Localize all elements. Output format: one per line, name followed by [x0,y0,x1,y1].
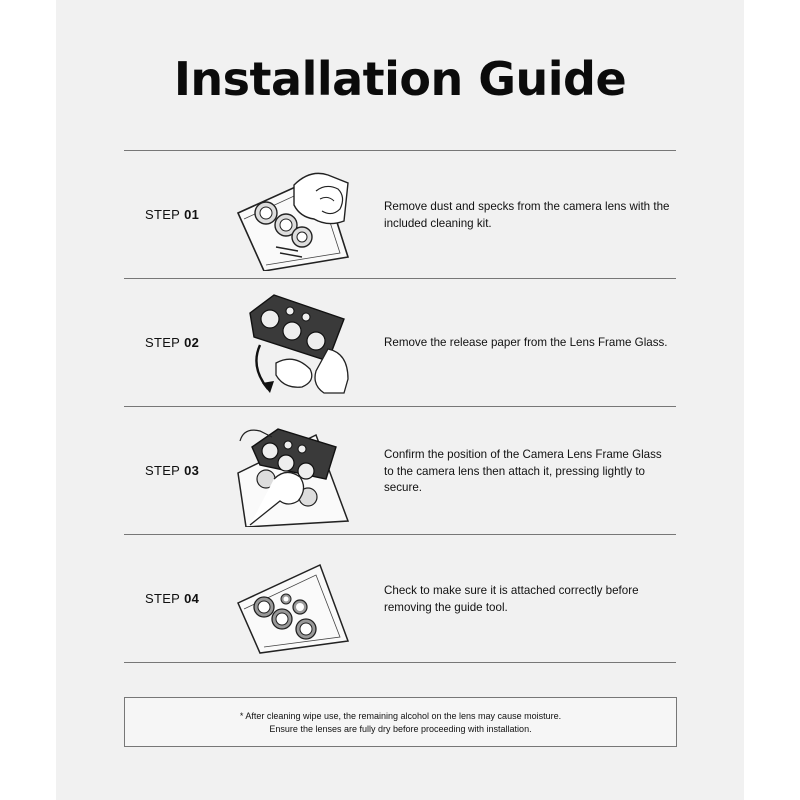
caution-note-line-2: Ensure the lenses are fully dry before proceeding with installation. [269,724,532,734]
step-label: STEP 03 [145,463,200,478]
step-description: Check to make sure it is attached correctly before removing the guide tool. [384,584,639,614]
step-row-02 [124,279,676,407]
divider [124,662,676,663]
caution-note [124,697,677,747]
page-title: Installation Guide [173,52,627,106]
step-row-03 [124,407,676,535]
step-label: STEP 02 [145,335,200,350]
step-description: Remove dust and specks from the camera lens with the included cleaning kit. [384,200,670,230]
step-label: STEP 01 [145,207,200,222]
caution-note-line-1: * After cleaning wipe use, the remaining alcohol on the lens may cause moisture. [239,711,562,721]
step-number: 04 [184,591,200,606]
step-number: 02 [184,335,200,350]
step-number: 01 [184,207,200,222]
step-description: Confirm the position of the Camera Lens Frame Glass to the camera lens then attach it, pressing lightly to secure. [384,448,662,494]
step-row-04 [124,535,676,663]
step-description: Remove the release paper from the Lens Frame Glass. [384,336,668,349]
step-label: STEP 04 [145,591,200,606]
attached-lens-check-illustration [236,545,352,655]
attach-frame-glass-illustration [236,417,352,527]
phone-cleaning-cloth-illustration [236,161,352,271]
peel-release-paper-illustration [236,289,352,399]
step-row-01 [124,151,676,279]
step-number: 03 [184,463,200,478]
